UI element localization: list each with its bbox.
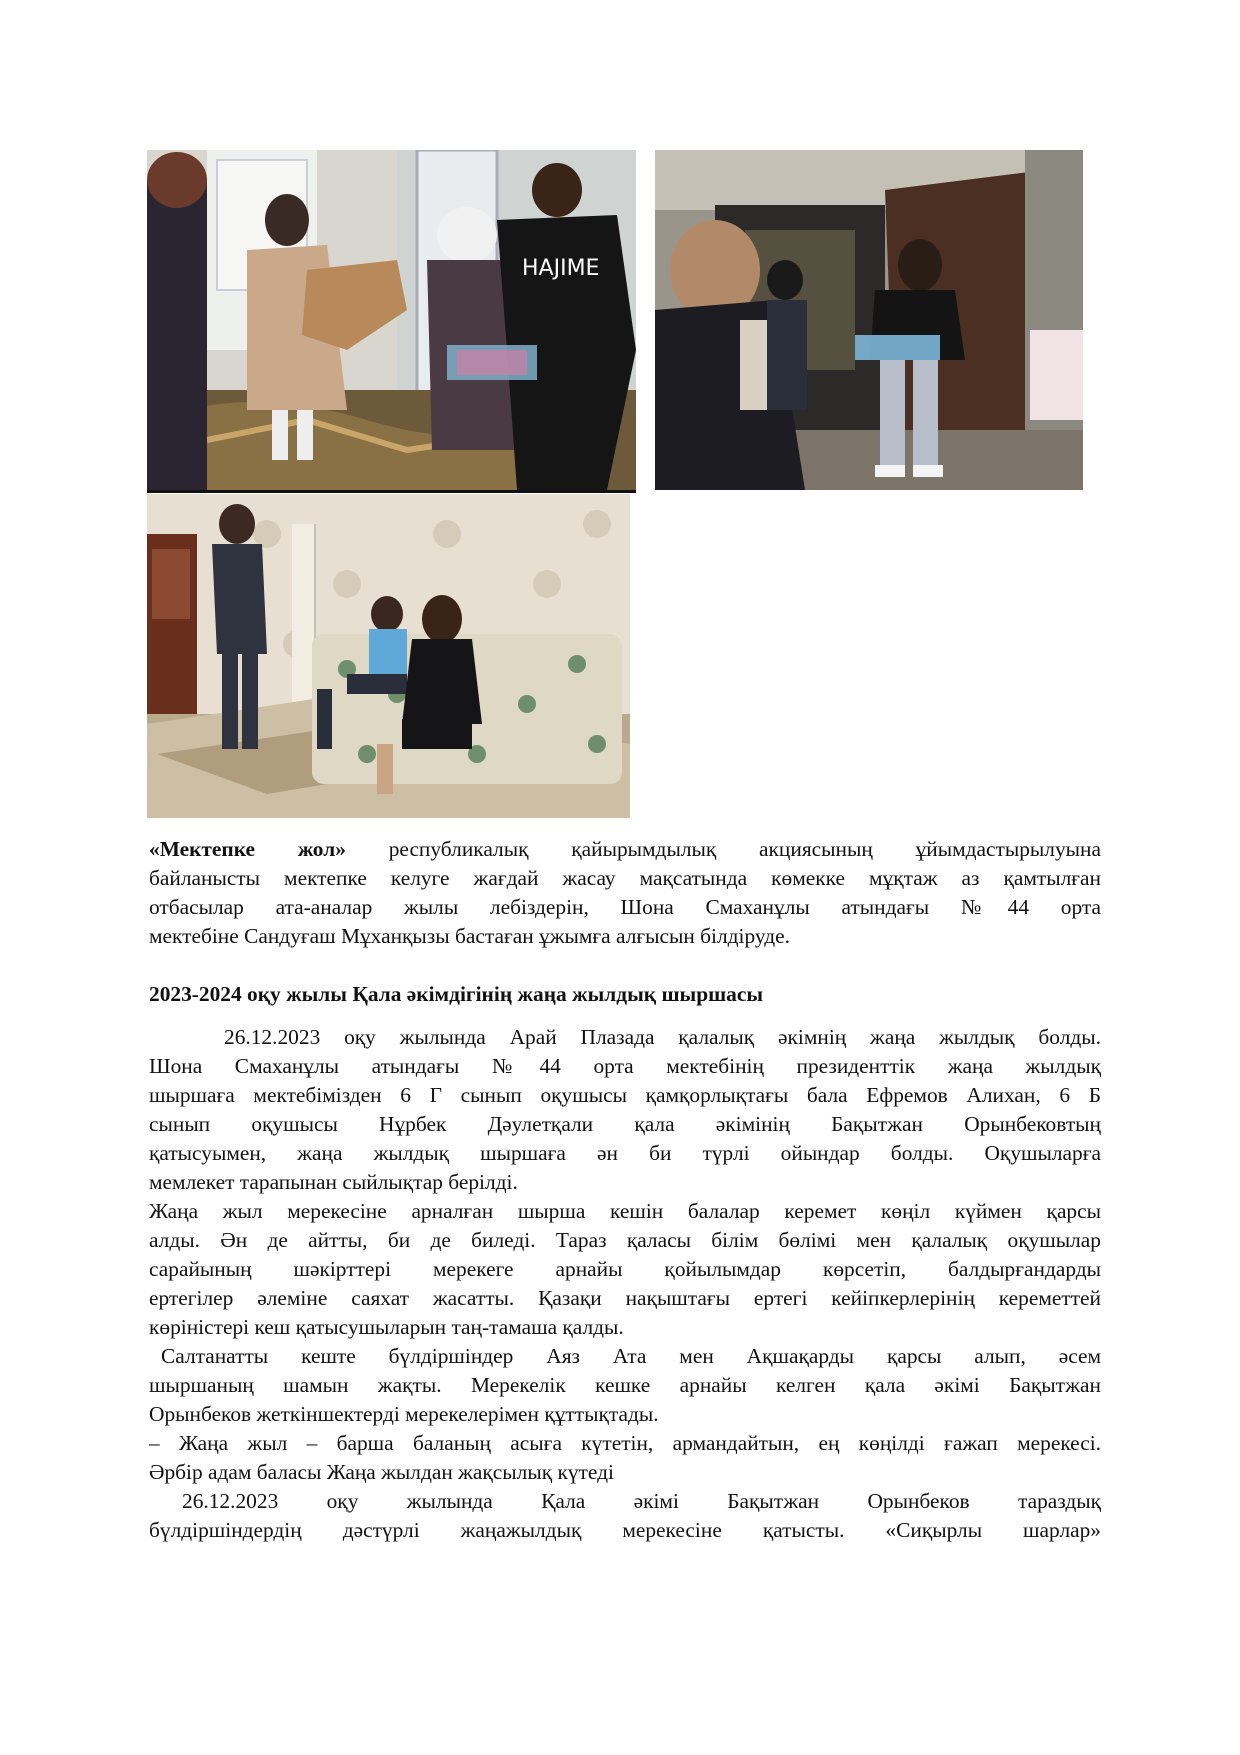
photo-family-receiving-gift-icon: [147, 150, 636, 490]
paragraph-line: бүлдіршіндердің дәстүрлі жаңажылдық мерекесіне қатысты. «Сиқырлы шарлар»: [149, 1518, 1101, 1542]
photo-visit-living-room: [147, 494, 630, 818]
paragraph-line: 26.12.2023 оқу жылында Арай Плазада қалалық әкімнің жаңа жылдық болды.: [224, 1025, 1101, 1049]
paragraph-line: алды. Ән де айтты, би де биледі. Тараз қаласы білім бөлімі мен қалалық оқушылар: [149, 1228, 1101, 1252]
photo-girl-receiving-gift-icon: [655, 150, 1083, 490]
paragraph-line: мемлекет тарапынан сыйлықтар берілді.: [149, 1170, 518, 1194]
section-heading: 2023-2024 оқу жылы Қала әкімдігінің жаңа жылдық шыршасы: [149, 982, 764, 1006]
paragraph-line: Орынбеков жеткіншектерді мерекелерімен құттықтады.: [149, 1402, 659, 1426]
paragraph-line: шыршаның шамын жақты. Мерекелік кешке арнайы келген қала әкімі Бақытжан: [149, 1373, 1101, 1397]
paragraph-text: республикалық қайырымдылық акциясының ұйымдастырылуына: [388, 837, 1101, 861]
paragraph-line: сынып оқушысы Нұрбек Дәулетқали қала әкімінің Бақытжан Орынбековтың: [149, 1112, 1101, 1136]
paragraph-line: 26.12.2023 оқу жылында Қала әкімі Бақытжан Орынбеков тараздық: [182, 1489, 1101, 1513]
paragraph-line: Салтанатты кеште бүлдіршіндер Аяз Ата мен Ақшақарды қарсы алып, әсем: [161, 1344, 1101, 1368]
paragraph-line: байланысты мектепке келуге жағдай жасау мақсатында көмекке мұқтаж аз қамтылған: [149, 866, 1101, 890]
svg-text:HAJIME: HAJIME: [522, 256, 600, 281]
paragraph-line: Шона Смаханұлы атындағы №44 орта мектебінің президенттік жаңа жылдық: [149, 1054, 1101, 1078]
paragraph-line: Әрбір адам баласы Жаңа жылдан жақсылық күтеді: [149, 1460, 614, 1484]
paragraph-bold-title: «Мектепке жол»: [149, 837, 346, 861]
paragraph-line: қатысуымен, жаңа жылдық шыршаға ән би түрлі ойындар болды. Оқушыларға: [149, 1141, 1101, 1165]
paragraph-line: – Жаңа жыл – барша баланың асыға күтетін, армандайтын, ең көңілді ғажап мерекесі.: [149, 1431, 1101, 1455]
photo-girl-receiving-gift: [655, 150, 1083, 490]
paragraph-line: көріністері кеш қатысушыларын таң-тамаша қалды.: [149, 1315, 624, 1339]
paragraph-line: шыршаға мектебімізден 6 Г сынып оқушысы қамқорлықтағы бала Ефремов Алихан, 6 Б: [149, 1083, 1101, 1107]
paragraph-line: [149, 835, 1101, 864]
paragraph-line: сарайының шәкірттері мерекеге арнайы қойылымдар көрсетіп, балдырғандарды: [149, 1257, 1101, 1281]
paragraph-line: отбасылар ата-аналар жылы лебіздерін, Шона Смаханұлы атындағы №44 орта: [149, 895, 1101, 919]
photo-family-receiving-gift: [147, 150, 636, 493]
paragraph-mektepke-zhol: [149, 835, 1101, 951]
photo-visit-living-room-sofa-icon: [147, 494, 630, 818]
paragraph-line: мектебіне Сандуғаш Мұханқызы бастаған ұжымға алғысын білдіруде.: [149, 924, 790, 948]
paragraph-line: ертегілер әлеміне саяхат жасатты. Қазақи нақыштағы ертегі кейіпкерлерінің кереметтей: [149, 1286, 1101, 1310]
paragraph-line: Жаңа жыл мерекесіне арналған шырша кешін балалар керемет көңіл күймен қарсы: [149, 1199, 1101, 1223]
paragraph-new-year: [149, 1023, 1101, 1545]
